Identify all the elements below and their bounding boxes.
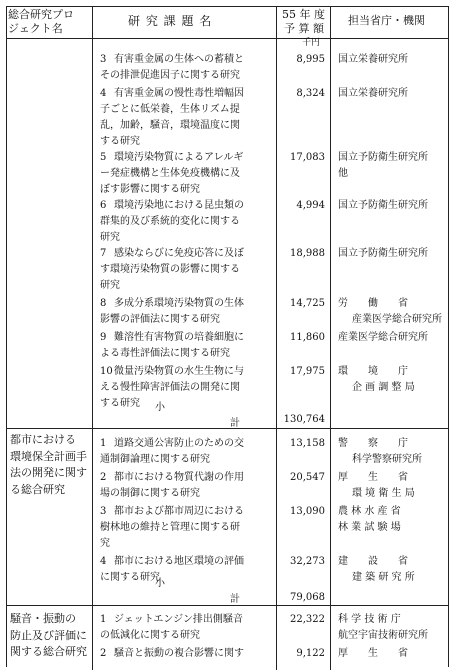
project-name: [10, 611, 92, 661]
item-title-line: に関する研究: [100, 572, 160, 583]
agency-line: 他: [338, 168, 348, 179]
subtotal-value: 79,068: [290, 592, 325, 603]
column-divider: [330, 6, 331, 670]
item-title-line: ー発症機構と生体免疫機構に及: [100, 168, 240, 179]
item-number: 8: [100, 298, 107, 309]
budget-value: 8,324: [296, 88, 325, 99]
item-title-line: の低減化に関する研究: [100, 630, 200, 641]
item-number: 3: [100, 54, 107, 65]
project-name: [10, 432, 92, 498]
agency-line: 警 察 庁: [338, 438, 408, 449]
item-title-line: える慢性障害評価法の開発に関: [100, 382, 240, 393]
subtotal-value: 130,764: [283, 414, 325, 425]
header-project-line2: ジェクト名: [8, 22, 63, 35]
agency-line: 産業医学総合研究所: [338, 332, 428, 343]
item-title-line: 感染ならびに免疫応答に及ぼ: [114, 248, 244, 259]
budget-value: 17,975: [290, 366, 325, 377]
research-item: [100, 150, 275, 198]
budget-value: 32,273: [290, 556, 325, 567]
agency-line: 建 築 研 究 所: [352, 572, 415, 583]
research-item: [100, 646, 275, 662]
item-title-line: 場の制御に関する研究: [100, 488, 200, 499]
agency-line: 労 働 省: [338, 298, 408, 309]
research-item: [100, 246, 275, 294]
budget-value: 22,322: [290, 614, 325, 625]
item-number: 4: [100, 556, 107, 567]
research-item: [100, 296, 275, 328]
budget-value: 11,860: [290, 332, 325, 343]
project-name-line: 関する総合研究: [10, 645, 87, 658]
agency: [338, 612, 448, 644]
item-number: 6: [100, 200, 107, 211]
budget-value: 14,725: [290, 298, 325, 309]
item-title-line: ジェットエンジン排出側騒音: [114, 614, 243, 625]
project-name-line: 防止及び評価に: [10, 628, 87, 642]
agency: [338, 86, 448, 102]
item-number: 1: [100, 614, 107, 625]
research-item: [100, 52, 275, 84]
item-title-line: 都市における物質代謝の作用: [114, 472, 244, 483]
item-number: 2: [100, 472, 107, 483]
subtotal-label: 計: [230, 594, 240, 605]
item-title-line: 有害重金属の生体への蓄積と: [114, 54, 244, 65]
research-item: [100, 612, 275, 644]
subtotal-label: 計: [230, 418, 240, 429]
item-title-line: 道路交通公害防止のための交: [114, 438, 244, 449]
item-number: 5: [100, 152, 107, 163]
header-project-line1: 総合研究プロ: [8, 8, 74, 21]
column-divider: [276, 6, 277, 670]
header-budget-line1: 55 年 度: [282, 8, 325, 21]
header-title: 研 究 課 題 名: [128, 14, 213, 28]
item-title-line: す環境汚染物質の影響に関する: [100, 264, 240, 275]
agency: [338, 246, 448, 262]
project-name-line: 環境保全計画手: [10, 449, 87, 463]
agency: [338, 470, 448, 502]
item-number: 3: [100, 506, 107, 517]
item-title-line: 都市および都市周辺における: [114, 506, 244, 517]
project-name-line: る総合研究: [10, 482, 65, 496]
item-title-line: 通制御論理に関する研究: [100, 454, 210, 465]
item-title-line: 多成分系環境汚染物質の生体: [114, 298, 244, 309]
agency-line: 科学警察研究所: [352, 454, 422, 465]
agency: [338, 150, 448, 182]
budget-value: 13,090: [290, 506, 325, 517]
budget-value: 9,122: [296, 648, 325, 659]
item-title-line: 有害重金属の慢性毒性増幅因: [114, 88, 244, 99]
agency: [338, 364, 448, 396]
header-agency: 担当省庁・機関: [348, 14, 425, 27]
budget-value: 18,988: [290, 248, 325, 259]
item-title-line: 環境汚染物質によるアレルギ: [114, 152, 244, 163]
item-title-line: 乱，加齢，騒音，環境温度に関: [100, 120, 240, 131]
project-name-line: 都市における: [10, 433, 76, 446]
research-item: [100, 436, 275, 468]
item-title-line: ぼす影響に関する研究: [100, 184, 200, 195]
agency-line: 科 学 技 術 庁: [338, 614, 401, 625]
item-title-line: する研究: [100, 136, 140, 147]
item-number: 10: [100, 366, 113, 377]
budget-value: 20,547: [290, 472, 325, 483]
item-number: 4: [100, 88, 107, 99]
item-title-line: 子ごとに低栄養，生体リズム提: [100, 104, 240, 115]
item-number: 7: [100, 248, 107, 259]
item-title-line: 研究: [100, 280, 120, 291]
item-title-line: その排泄促進因子に関する研究: [100, 70, 240, 81]
research-item: [100, 330, 275, 362]
item-title-line: 樹林地の維持と管理に関する研: [100, 522, 240, 533]
header-budget-line2: 予 算 額: [284, 22, 324, 35]
agency: [338, 554, 448, 586]
item-title-line: 難溶性有害物質の培養細胞に: [114, 332, 244, 343]
agency: [338, 52, 448, 68]
agency-line: 厚 生 省: [338, 472, 408, 483]
item-title-line: 微量汚染物質の水生生物に与: [114, 366, 244, 377]
agency-line: 厚 生 省: [338, 648, 408, 659]
agency-line: 国立栄養研究所: [338, 54, 408, 65]
agency-line: 産業医学総合研究所: [352, 314, 442, 325]
header-divider: [6, 38, 448, 39]
agency: [338, 198, 448, 214]
budget-value: 8,995: [296, 54, 325, 65]
project-name-line: 騒音・振動の: [10, 612, 76, 625]
budget-value: 4,994: [296, 200, 325, 211]
agency-line: 国立予防衛生研究所: [338, 152, 428, 163]
agency-line: 環 境 庁: [338, 366, 408, 377]
item-title-line: 研究: [100, 232, 120, 243]
agency: [338, 436, 448, 468]
item-title-line: よる毒性評価法に関する研究: [100, 348, 230, 359]
agency: [338, 296, 448, 328]
agency-line: 国立予防衛生研究所: [338, 200, 428, 211]
item-title-line: 影響の評価法に関する研究: [100, 314, 220, 325]
project-name-line: 法の開発に関す: [10, 466, 87, 479]
item-title-line: 究: [100, 538, 110, 549]
column-divider: [92, 6, 93, 670]
item-number: 1: [100, 438, 107, 449]
agency-line: 環 境 衛 生 局: [352, 488, 415, 499]
budget-value: 13,158: [290, 438, 325, 449]
agency: [338, 646, 448, 662]
item-number: 9: [100, 332, 107, 343]
agency: [338, 504, 448, 536]
agency-line: 国立予防衛生研究所: [338, 248, 428, 259]
research-item: [100, 504, 275, 552]
budget-unit: 千円: [302, 38, 321, 48]
item-title-line: 環境汚染地における昆虫類の: [114, 200, 244, 211]
agency-line: 国立栄養研究所: [338, 88, 408, 99]
agency-line: 農 林 水 産 省: [338, 506, 401, 517]
research-item: [100, 470, 275, 502]
agency-line: 林 業 試 験 場: [338, 522, 401, 533]
research-item: [100, 86, 275, 150]
agency: [338, 330, 448, 346]
item-title-line: 騒音と振動の複合影響に関す: [114, 648, 244, 659]
agency-line: 建 設 省: [338, 556, 408, 567]
item-number: 2: [100, 648, 107, 659]
subtotal-label: 小: [155, 402, 165, 413]
item-title-line: する研究: [100, 398, 140, 409]
item-title-line: 都市における地区環境の評価: [114, 556, 244, 567]
agency-line: 航空宇宙技術研究所: [338, 630, 428, 641]
research-item: [100, 198, 275, 246]
group-divider: [6, 605, 448, 606]
item-title-line: 群集的及び系統的変化に関する: [100, 216, 240, 227]
budget-value: 17,083: [290, 152, 325, 163]
agency-line: 企 画 調 整 局: [352, 382, 415, 393]
subtotal-label: 小: [155, 578, 165, 589]
